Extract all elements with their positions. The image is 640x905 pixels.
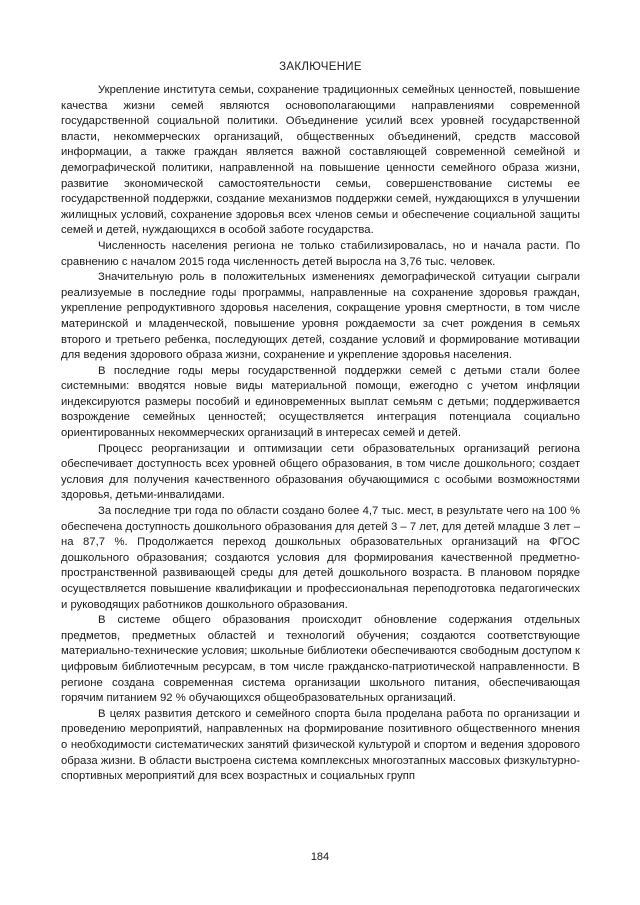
body-text — [61, 83, 580, 785]
paragraph-1: Укрепление института семьи, сохранение традиционных семейных ценностей, повышение качества жизни семей являются основополагающими направлениями современной государственной социальной политики. Объединение усилий всех уровней государственной власти, некоммерческих организаций, общественных объединений, средств массовой информации, а также граждан является важной составляющей современной семейной и демографической политики, направленной на повышение ценности семейного образа жизни, развитие экономической самостоятельности семьи, совершенствование системы ее государственной поддержки, создание механизмов поддержки семей, нуждающихся в улучшении жилищных условий, сохранение здоровья всех членов семьи и обеспечение социальной защиты семей и детей, нуждающихся в особой заботе государства. — [61, 84, 580, 237]
paragraph-8: В целях развития детского и семейного спорта была проделана работа по организации и проведению мероприятий, направленных на формирование позитивного общественного мнения о необходимости систематических занятий физической культурой и спортом и ведения здорового образа жизни. В области выстроена система комплексных многоэтапных массовых физкультурно-спортивных мероприятий для всех возрастных и социальных групп — [61, 707, 580, 783]
paragraph-5: Процесс реорганизации и оптимизации сети образовательных организаций региона обеспечивает доступность всех уровней общего образования, в том числе дошкольного; создает условия для получения качественного образования обучающимися с особыми возможностями здоровья, детьми-инвалидами. — [61, 442, 580, 502]
paragraph-6: За последние три года по области создано более 4,7 тыс. мест, в результате чего на 100 % обеспечена доступность дошкольного образования для детей 3 – 7 лет, для детей младше 3 лет – на 87,7 %. Продолжается переход дошкольных образовательных организаций на ФГОС дошкольного образования; создаются условия для формирования качественной предметно-пространственной развивающей среды для детей дошкольного возраста. В плановом порядке осуществляется повышение квалификации и профессиональная переподготовка педагогических и руководящих работников дошкольного образования. — [61, 505, 580, 611]
paragraph-7: В системе общего образования происходит обновление содержания отдельных предметов, предметных областей и технологий обучения; создаются соответствующие материально-технические условия; школьные библиотеки обеспечиваются свободным доступом к цифровым библиотечным ресурсам, в том числе гражданско-патриотической направленности. В регионе создана современная система организации школьного питания, обеспечивающая горячим питанием 92 % обучающихся общеобразовательных организаций. — [61, 614, 580, 705]
paragraph-2: Численность населения региона не только стабилизировалась, но и начала расти. По сравнению с началом 2015 года численность детей выросла на 3,76 тыс. человек. — [61, 239, 580, 268]
page-number: 184 — [310, 851, 330, 863]
page-title: ЗАКЛЮЧЕНИЕ — [279, 61, 362, 73]
paragraph-3: Значительную роль в положительных изменениях демографической ситуации сыграли реализуемые в последние годы программы, направленные на сохранение здоровья граждан, укрепление репродуктивного здоровья населения, сокращение уровня смертности, в том числе материнской и младенческой, повышение уровня рождаемости за счет рождения в семьях второго и третьего ребенка, последующих детей, создание условий и формирование мотивации для ведения здорового образа жизни, сохранение и укрепление здоровья населения. — [61, 271, 580, 362]
paragraph-4: В последние годы меры государственной поддержки семей с детьми стали более системными: вводятся новые виды материальной помощи, ежегодно с учетом инфляции индексируются размеры пособий и единовременных выплат семьям с детьми; поддерживается возрождение семейных ценностей; осуществляется интеграция потенциала социально ориентированных некоммерческих организаций в интересах семей и детей. — [61, 364, 580, 440]
